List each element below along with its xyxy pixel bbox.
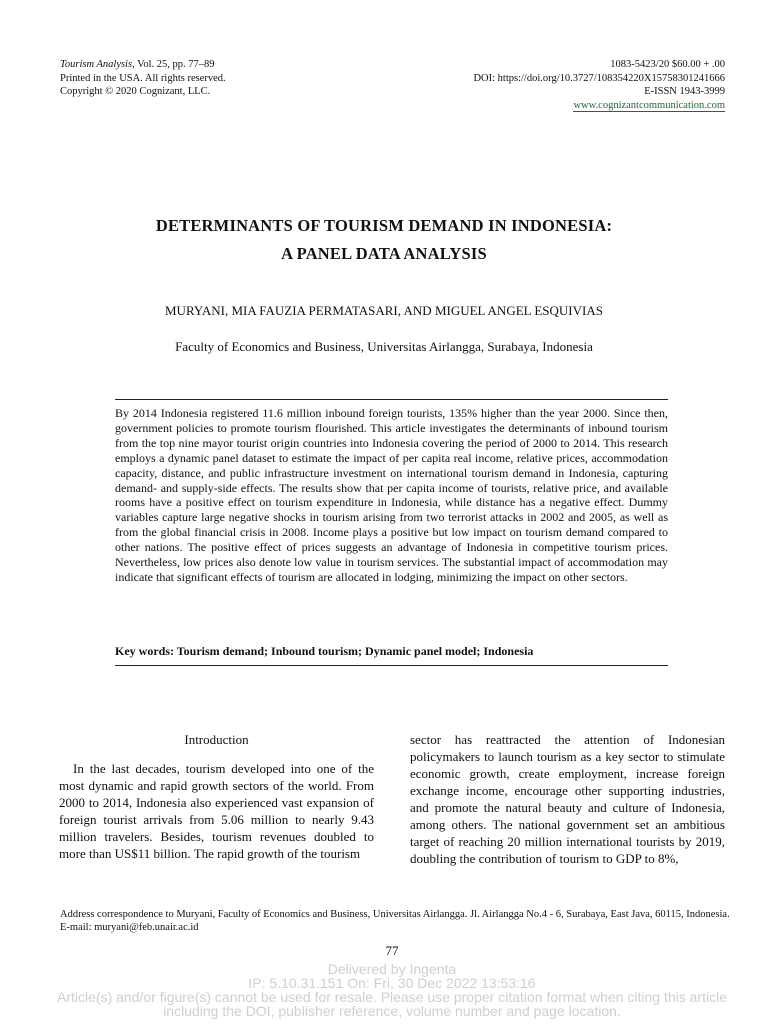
copyright-notice: Copyright © 2020 Cognizant, LLC.	[60, 86, 211, 97]
publication-ids-block	[473, 58, 725, 112]
journal-citation-block	[60, 58, 226, 99]
doi-line: DOI: https://doi.org/10.3727/108354220X15758301241666	[473, 72, 725, 84]
intro-paragraph-left: In the last decades, tourism developed into one of the most dynamic and rapid growth sectors of the world. From 2000 to 2014, Indonesia also experienced vast expansion of foreign tourist arrivals from 5.06 million to nearly 9.43 million travelers. Besides, tourism revenues doubled to more than US$11 billion. The rapid growth of the tourism	[59, 761, 374, 861]
correspondence-footnote: Address correspondence to Muryani, Faculty of Economics and Business, Universitas Airlangga. Jl. Airlangga No.4 - 6, Surabaya, East Java, 60115, Indonesia. E-mail: muryani@feb.unair.ac.id	[60, 909, 730, 933]
keywords-line: Key words: Tourism demand; Inbound tourism; Dynamic panel model; Indonesia	[115, 644, 534, 658]
author-affiliation: Faculty of Economics and Business, Universitas Airlangga, Surabaya, Indonesia	[175, 339, 593, 354]
abstract-top-rule	[115, 399, 668, 400]
body-column-right	[410, 731, 725, 867]
paper-title	[0, 212, 768, 268]
issn-price: 1083-5423/20 $60.00 + .00	[610, 59, 725, 70]
watermark-resale-notice: Article(s) and/or figure(s) cannot be used for resale. Please use proper citation format when citing this article	[57, 989, 727, 1005]
watermark-citation-notice: including the DOI, publisher reference, volume number and page location.	[163, 1003, 621, 1019]
publisher-website-link[interactable]: www.cognizantcommunication.com	[573, 99, 725, 111]
intro-paragraph-right: sector has reattracted the attention of Indonesian policymakers to launch tourism as a key sector to stimulate economic growth, create employment, increase foreign exchange income, encourage other supporting industries, and promote the natural beauty and culture of Indonesia, among others. The national government set an ambitious target of reaching 20 million international tourists by 2019, doubling the contribution of tourism to GDP to 8%,	[410, 732, 725, 866]
watermark-delivered-by: Delivered by Ingenta	[327, 961, 457, 977]
author-list: MURYANI, MIA FAUZIA PERMATASARI, AND MIGUEL ANGEL ESQUIVIAS	[165, 303, 603, 318]
journal-volume-line	[60, 58, 226, 72]
watermark-ip-date: IP: 5.10.31.151 On: Fri, 30 Dec 2022 13:53:16	[248, 975, 536, 991]
page-number: 77	[385, 943, 399, 958]
journal-name: Tourism Analysis	[60, 59, 133, 70]
abstract-text: By 2014 Indonesia registered 11.6 million inbound foreign tourists, 135% higher than the year 2000. Since then, government policies to promote tourism flourished. This article investigates the determinants of inbound tourism from the top nine mayor tourist origin countries into Indonesia covering the period of 2000 to 2014. This research employs a dynamic panel dataset to estimate the impact of per capita real income, relative prices, accommodation capacity, distance, and public infrastructure investment on international tourism demand in Indonesia, capturing demand- and supply-side effects. The results show that per capita income of tourists, relative price, and available rooms have a positive effect on tourism expenditure in Indonesia, while distance has a negative effect. Dummy variables capture large negative shocks in tourism arising from two terrorist attacks in 2002 and 2005, as well as from the global financial crisis in 2008. Income plays a positive but low impact on tourism demand compared to other nations. The positive effect of prices suggests an advantage of Indonesia in competitive tourism prices. Nevertheless, low prices also denote low value in tourism services. The substantial impact of accommodation may indicate that significant effects of tourism are allocated in lodging, minimizing the impact on other sectors.	[115, 406, 668, 584]
eissn-line: E-ISSN 1943-3999	[644, 86, 725, 97]
title-line-1: DETERMINANTS OF TOURISM DEMAND IN INDONESIA:	[155, 216, 613, 235]
title-line-2: A PANEL DATA ANALYSIS	[281, 244, 487, 263]
section-heading-introduction: Introduction	[184, 732, 249, 747]
volume-pages: , Vol. 25, pp. 77–89	[132, 59, 215, 70]
body-column-left	[59, 731, 374, 862]
abstract-bottom-rule	[115, 665, 668, 666]
printed-notice: Printed in the USA. All rights reserved.	[60, 72, 226, 84]
